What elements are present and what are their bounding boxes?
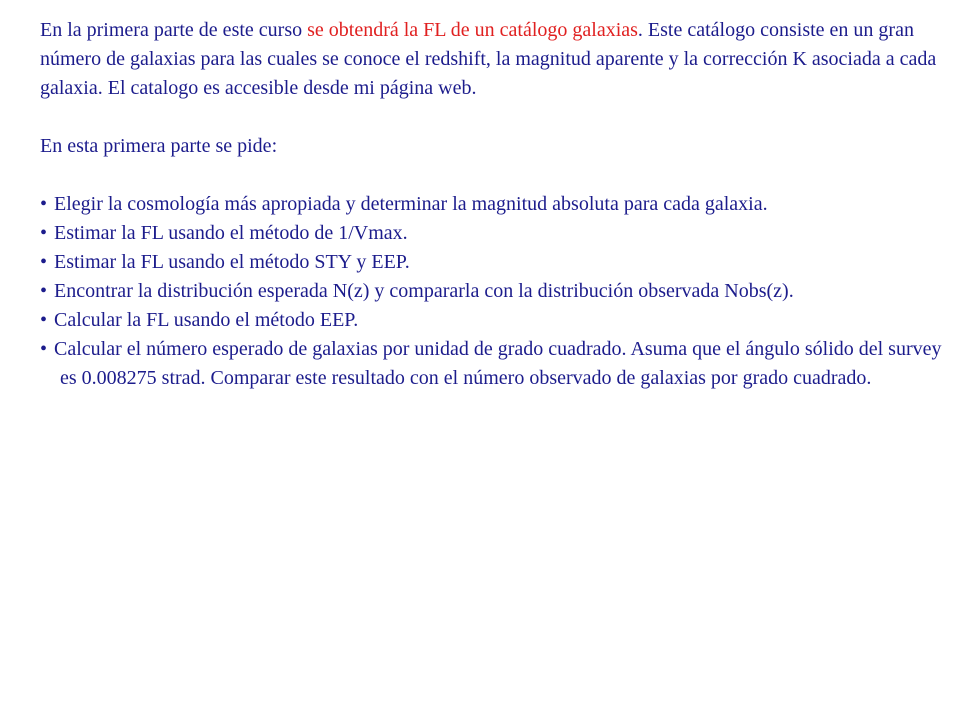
task-text: Calcular el número esperado de galaxias por unidad de grado cuadrado. Asuma que el ángulo sólido del survey es 0.008275 strad. Comparar este resultado con el número observado de galaxias por grado cuadrado. <box>54 338 942 389</box>
task-text: Estimar la FL usando el método STY y EEP. <box>54 251 410 273</box>
slide-content <box>40 16 955 393</box>
bullet-icon: • <box>40 338 48 360</box>
task-text: Encontrar la distribución esperada N(z) y compararla con la distribución observada Nobs(z). <box>54 280 794 302</box>
intro-paragraph <box>40 16 955 103</box>
list-item <box>40 248 955 277</box>
intro-highlight: se obtendrá la FL de un catálogo galaxias <box>307 19 638 41</box>
bullet-icon: • <box>40 309 48 331</box>
list-item <box>40 335 955 393</box>
task-list <box>40 190 955 393</box>
task-text: Elegir la cosmología más apropiada y determinar la magnitud absoluta para cada galaxia. <box>54 193 768 215</box>
list-item <box>40 277 955 306</box>
list-item <box>40 219 955 248</box>
list-item <box>40 190 955 219</box>
intro-text-end: . Este catálogo consiste en un gran número de galaxias para las cuales se conoce el redshift, la magnitud aparente y la corrección K asociada a cada galaxia. El catalogo es accesible desde mi página web. <box>40 19 937 99</box>
bullet-icon: • <box>40 280 48 302</box>
request-heading: En esta primera parte se pide: <box>40 135 278 157</box>
task-text: Estimar la FL usando el método de 1/Vmax. <box>54 222 408 244</box>
intro-text-start: En la primera parte de este curso <box>40 19 308 41</box>
bullet-icon: • <box>40 193 48 215</box>
bullet-icon: • <box>40 222 48 244</box>
task-text: Calcular la FL usando el método EEP. <box>54 309 359 331</box>
list-item <box>40 306 955 335</box>
bullet-icon: • <box>40 251 48 273</box>
